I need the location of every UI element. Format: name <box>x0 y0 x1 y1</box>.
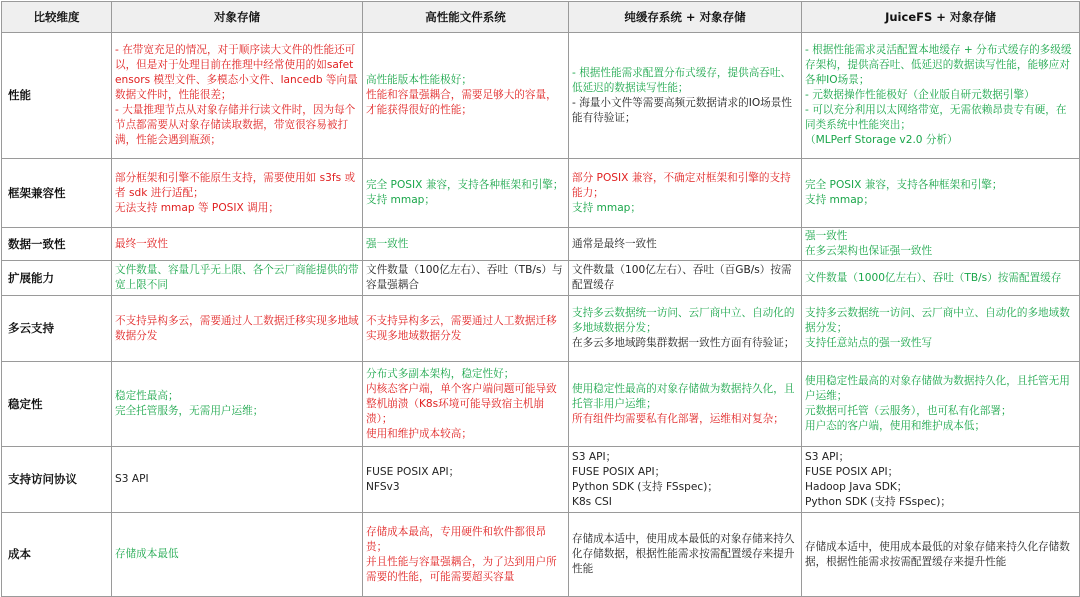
cell-cache-plus-object <box>569 513 802 597</box>
cell-text: S3 API <box>115 473 149 485</box>
cell-juicefs-plus-object <box>802 513 1080 597</box>
cell-text: 部分框架和引擎不能原生支持，需要使用如 s3fs 或者 sdk 进行适配； <box>115 171 356 199</box>
table-row <box>2 513 1080 597</box>
cell-text: Python SDK (支持 FSspec)； <box>805 495 951 508</box>
cell-text: - 可以充分利用以太网络带宽，无需依赖昂贵专有硬，在同类系统中性能突出； <box>805 104 1067 131</box>
cell-text: 文件数量、容量几乎无上限、各个云厂商能提供的带宽上限不同 <box>115 264 359 291</box>
cell-text: FUSE POSIX API； <box>366 465 460 478</box>
cell-text: 使用稳定性最高的对象存储做为数据持久化，且托管无用户运维； <box>805 375 1070 402</box>
cell-object-storage <box>112 159 363 228</box>
cell-text: 强一致性 <box>366 237 409 250</box>
header-cache-plus-object: 纯缓存系统 + 对象存储 <box>569 2 802 33</box>
cell-cache-plus-object <box>569 362 802 447</box>
cell-text: - 根据性能需求灵活配置本地缓存 + 分布式缓存的多级缓存架构，提供高吞吐、低延迟的数据读写性能，能够应对各种IO场景； <box>805 44 1072 86</box>
cell-text: 支持 mmap； <box>366 194 436 206</box>
dimension-label: 数据一致性 <box>2 228 112 261</box>
table-row <box>2 296 1080 362</box>
cell-text: 稳定性最高； <box>115 390 179 402</box>
cell-text: NFSv3 <box>366 480 400 493</box>
cell-hpc-filesystem <box>363 513 569 597</box>
cell-hpc-filesystem <box>363 261 569 296</box>
cell-text: 存储成本最低 <box>115 548 179 560</box>
cell-juicefs-plus-object <box>802 447 1080 513</box>
cell-text: 支持多云数据统一访问、云厂商中立、自动化的多地域数据分发； <box>805 307 1070 334</box>
table-row <box>2 33 1080 159</box>
cell-text: - 元数据操作性能极好（企业版自研元数据引擎） <box>805 89 1035 101</box>
cell-text: 存储成本适中，使用成本最低的对象存储来持久化存储数据，根据性能需求按需配置缓存来提升性能 <box>805 540 1070 568</box>
cell-text: FUSE POSIX API； <box>572 465 666 478</box>
cell-text: S3 API； <box>805 450 850 463</box>
cell-text: FUSE POSIX API； <box>805 465 899 478</box>
cell-hpc-filesystem <box>363 228 569 261</box>
cell-text: 存储成本最高，专用硬件和软件都很昂贵； <box>366 525 547 553</box>
dimension-label: 成本 <box>2 513 112 597</box>
cell-text: 元数据可托管（云服务），也可私有化部署； <box>805 405 1012 417</box>
table-row <box>2 362 1080 447</box>
cell-text: - 海量小文件等需要高频元数据请求的IO场景性能有待验证； <box>572 96 792 124</box>
cell-text: - 在带宽充足的情况，对于顺序读大文件的性能还可以，但是对于处理目前在推理中经常使用的如safetensors 模型文件、多模态小文件、lancedb 等向量数据文件时，性能很差； <box>115 44 358 101</box>
cell-text: 部分 POSIX 兼容，不确定对框架和引擎的支持能力； <box>572 171 791 199</box>
cell-text: 高性能版本性能极好； <box>366 74 472 86</box>
cell-juicefs-plus-object <box>802 228 1080 261</box>
dimension-label: 扩展能力 <box>2 261 112 296</box>
cell-object-storage <box>112 362 363 447</box>
cell-object-storage <box>112 33 363 159</box>
cell-text: Hadoop Java SDK； <box>805 480 908 493</box>
cell-juicefs-plus-object <box>802 261 1080 296</box>
cell-text: 性能和容量强耦合，需要足够大的容量，才能获得很好的性能； <box>366 89 557 116</box>
header-row <box>2 2 1080 33</box>
cell-hpc-filesystem <box>363 159 569 228</box>
cell-text: 分布式多副本架构，稳定性好； <box>366 367 515 380</box>
cell-text: 使用和维护成本较高； <box>366 427 472 440</box>
cell-text: 支持任意站点的强一致性写 <box>805 337 933 349</box>
cell-object-storage <box>112 513 363 597</box>
cell-object-storage <box>112 447 363 513</box>
header-dimension: 比较维度 <box>2 2 112 33</box>
table-row <box>2 159 1080 228</box>
cell-hpc-filesystem <box>363 362 569 447</box>
cell-juicefs-plus-object <box>802 33 1080 159</box>
cell-text: 文件数量（100亿左右）、吞吐（TB/s）与容量强耦合 <box>366 264 563 291</box>
cell-text: 不支持异构多云，需要通过人工数据迁移实现多地域数据分发 <box>115 314 359 342</box>
cell-text: 存储成本适中，使用成本最低的对象存储来持久化存储数据，根据性能需求按需配置缓存来提升性能 <box>572 533 795 575</box>
cell-text: 在多云多地域跨集群数据一致性方面有待验证； <box>572 337 795 349</box>
cell-text: 文件数量（100亿左右）、吞吐（百GB/s）按需配置缓存 <box>572 264 792 291</box>
cell-text: - 大量推理节点从对象存储并行读文件时，因为每个节点都需要从对象存储读取数据，带宽很容易被打满，性能会遇到瓶颈； <box>115 104 356 146</box>
cell-object-storage <box>112 228 363 261</box>
cell-cache-plus-object <box>569 159 802 228</box>
cell-text: 完全 POSIX 兼容，支持各种框架和引擎； <box>366 179 564 191</box>
cell-hpc-filesystem <box>363 447 569 513</box>
cell-object-storage <box>112 296 363 362</box>
dimension-label: 稳定性 <box>2 362 112 447</box>
cell-text: 通常是最终一致性 <box>572 237 657 250</box>
table-row <box>2 228 1080 261</box>
dimension-label: 多云支持 <box>2 296 112 362</box>
cell-cache-plus-object <box>569 228 802 261</box>
header-juicefs-plus-object: JuiceFS + 对象存储 <box>802 2 1080 33</box>
cell-text: S3 API； <box>572 450 617 463</box>
cell-text: 最终一致性 <box>115 237 168 250</box>
dimension-label: 支持访问协议 <box>2 447 112 513</box>
cell-text: 文件数量（1000亿左右）、吞吐（TB/s）按需配置缓存 <box>805 271 1062 284</box>
cell-cache-plus-object <box>569 447 802 513</box>
cell-text: 完全 POSIX 兼容，支持各种框架和引擎； <box>805 179 1003 191</box>
cell-text: 所有组件均需要私有化部署，运维相对复杂； <box>572 412 784 425</box>
header-hpc-filesystem: 高性能文件系统 <box>363 2 569 33</box>
cell-cache-plus-object <box>569 296 802 362</box>
cell-juicefs-plus-object <box>802 159 1080 228</box>
cell-text: 并且性能与容量强耦合，为了达到用户所需要的性能，可能需要超买容量 <box>366 555 557 583</box>
dimension-label: 框架兼容性 <box>2 159 112 228</box>
cell-hpc-filesystem <box>363 296 569 362</box>
cell-text: 不支持异构多云，需要通过人工数据迁移实现多地域数据分发 <box>366 314 557 342</box>
cell-text: 内核态客户端，单个客户端问题可能导致整机崩溃（K8s环境可能导致宿主机崩溃）； <box>366 382 557 425</box>
cell-text: - 根据性能需求配置分布式缓存，提供高吞吐、低延迟的数据读写性能； <box>572 66 792 94</box>
cell-cache-plus-object <box>569 33 802 159</box>
cell-text: 使用稳定性最高的对象存储做为数据持久化，且托管非用户运维； <box>572 382 795 410</box>
cell-text: 用户态的客户端，使用和维护成本低； <box>805 420 986 432</box>
cell-text: K8s CSI <box>572 495 612 508</box>
cell-text: 完全托管服务，无需用户运维； <box>115 405 264 417</box>
comparison-table <box>1 1 1080 597</box>
header-object-storage: 对象存储 <box>112 2 363 33</box>
cell-juicefs-plus-object <box>802 362 1080 447</box>
cell-hpc-filesystem <box>363 33 569 159</box>
cell-text: 无法支持 mmap 等 POSIX 调用； <box>115 201 279 214</box>
cell-text: 在多云架构也保证强一致性 <box>805 245 933 257</box>
table-row <box>2 447 1080 513</box>
cell-cache-plus-object <box>569 261 802 296</box>
cell-object-storage <box>112 261 363 296</box>
cell-text: 强一致性 <box>805 230 848 242</box>
cell-text: 支持多云数据统一访问、云厂商中立、自动化的多地域数据分发； <box>572 307 795 334</box>
cell-text: 支持 mmap； <box>572 201 642 214</box>
cell-juicefs-plus-object <box>802 296 1080 362</box>
cell-text: 支持 mmap； <box>805 194 875 206</box>
dimension-label: 性能 <box>2 33 112 159</box>
table-row <box>2 261 1080 296</box>
cell-text: Python SDK (支持 FSspec)； <box>572 480 718 493</box>
cell-text: （MLPerf Storage v2.0 分析） <box>805 134 958 146</box>
